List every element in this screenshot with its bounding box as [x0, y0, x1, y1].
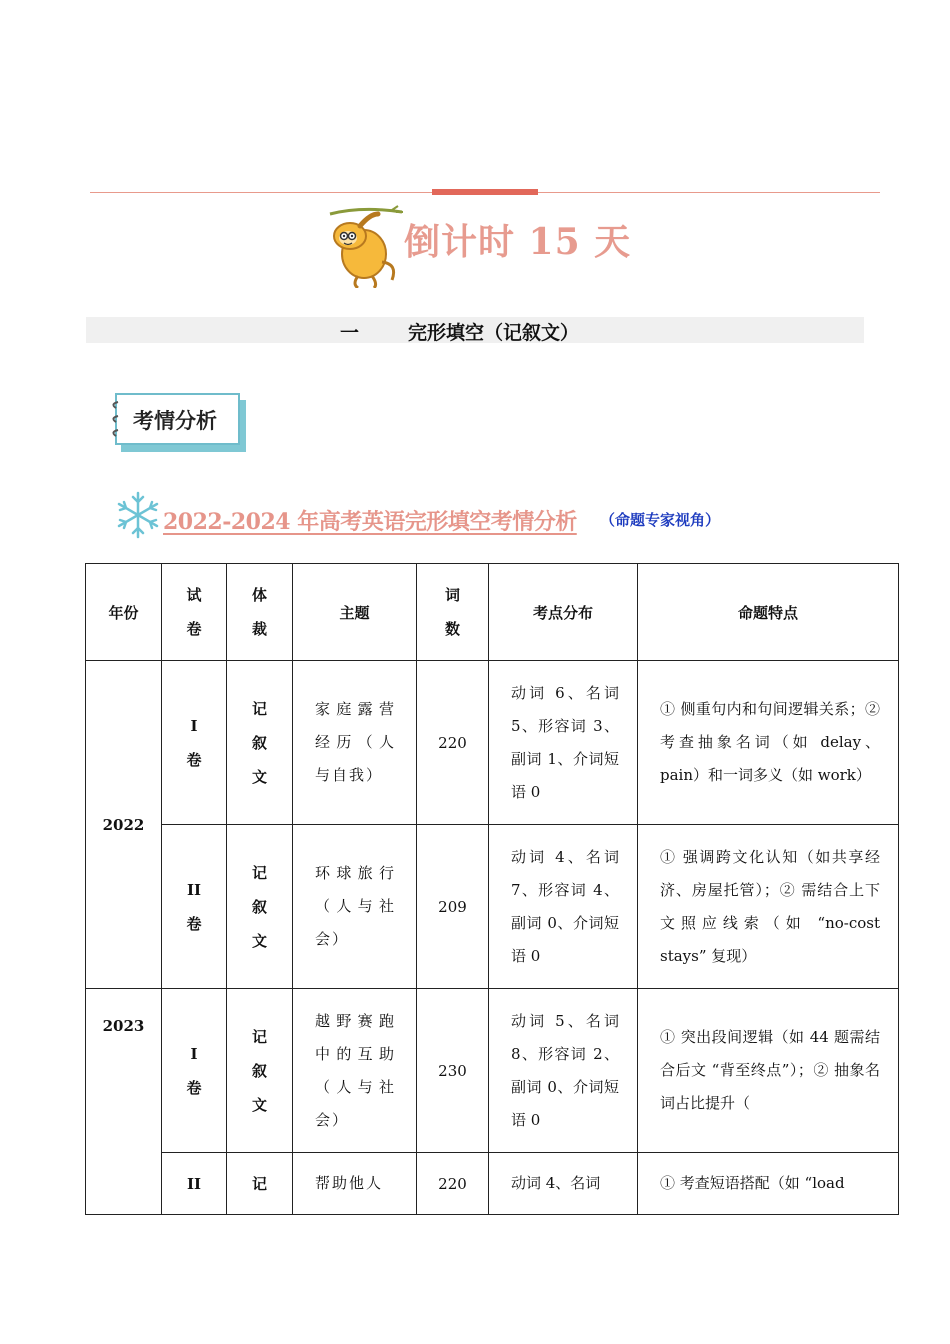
- points-cell: 动词 4、名词 7、形容词 4、副词 0、介词短语 0: [489, 825, 638, 989]
- features-cell: ① 强调跨文化认知（如共享经济、房屋托管）；② 需结合上下文照应线索（如 “no-cost stays” 复现）: [638, 825, 899, 989]
- header-year: 年份: [86, 564, 162, 661]
- genre-cell: 记: [227, 1153, 293, 1215]
- year-cell: 2023: [86, 989, 162, 1215]
- words-cell: 209: [417, 825, 489, 989]
- genre-cell: 记 叙 文: [227, 825, 293, 989]
- genre-cell: 记 叙 文: [227, 989, 293, 1153]
- header-features: 命题特点: [638, 564, 899, 661]
- words-cell: 230: [417, 989, 489, 1153]
- table-row: [86, 825, 899, 989]
- header-points: 考点分布: [489, 564, 638, 661]
- features-cell: ① 考查短语搭配（如 “load: [638, 1153, 899, 1215]
- header-words: 词 数: [417, 564, 489, 661]
- paper-cell: I 卷: [162, 661, 227, 825]
- monkey-mascot-icon: [322, 204, 406, 288]
- features-cell: ① 侧重句内和句间逻辑关系；② 考查抽象名词（如 delay、pain）和一词多义（如 work）: [638, 661, 899, 825]
- header-paper: 试 卷: [162, 564, 227, 661]
- paper-cell: II 卷: [162, 825, 227, 989]
- table-row: [86, 1153, 899, 1215]
- genre-cell: 记 叙 文: [227, 661, 293, 825]
- analysis-table: [85, 563, 899, 1215]
- points-cell: 动词 5、名词 8、形容词 2、副词 0、介词短语 0: [489, 989, 638, 1153]
- theme-cell: 环球旅行（人与社会）: [293, 825, 417, 989]
- theme-cell: 越野赛跑中的互助（人与社会）: [293, 989, 417, 1153]
- year-cell: 2022: [86, 661, 162, 989]
- section-title: 完形填空（记叙文）: [408, 322, 580, 344]
- badge-label: 考情分析: [133, 409, 217, 433]
- countdown-title: 倒计时 15 天: [404, 221, 632, 263]
- header-theme: 主题: [293, 564, 417, 661]
- binder-rings-icon: [108, 398, 124, 442]
- theme-cell: 家庭露营经历（人与自我）: [293, 661, 417, 825]
- section-number: 一: [340, 322, 360, 344]
- table-header-row: [86, 564, 899, 661]
- paper-cell: II: [162, 1153, 227, 1215]
- table-row: [86, 989, 899, 1153]
- header-genre: 体 裁: [227, 564, 293, 661]
- analysis-heading: 2022-2024 年高考英语完形填空考情分析: [163, 509, 577, 535]
- analysis-note: （命题专家视角）: [600, 511, 721, 529]
- features-cell: ① 突出段间逻辑（如 44 题需结合后文 “背至终点”）；② 抽象名词占比提升（: [638, 989, 899, 1153]
- points-cell: 动词 6、名词 5、形容词 3、副词 1、介词短语 0: [489, 661, 638, 825]
- table-row: [86, 661, 899, 825]
- paper-cell: I 卷: [162, 989, 227, 1153]
- theme-cell: 帮助他人: [293, 1153, 417, 1215]
- header-rule-accent: [432, 189, 538, 195]
- snowflake-icon: [113, 490, 163, 540]
- words-cell: 220: [417, 661, 489, 825]
- points-cell: 动词 4、名词: [489, 1153, 638, 1215]
- words-cell: 220: [417, 1153, 489, 1215]
